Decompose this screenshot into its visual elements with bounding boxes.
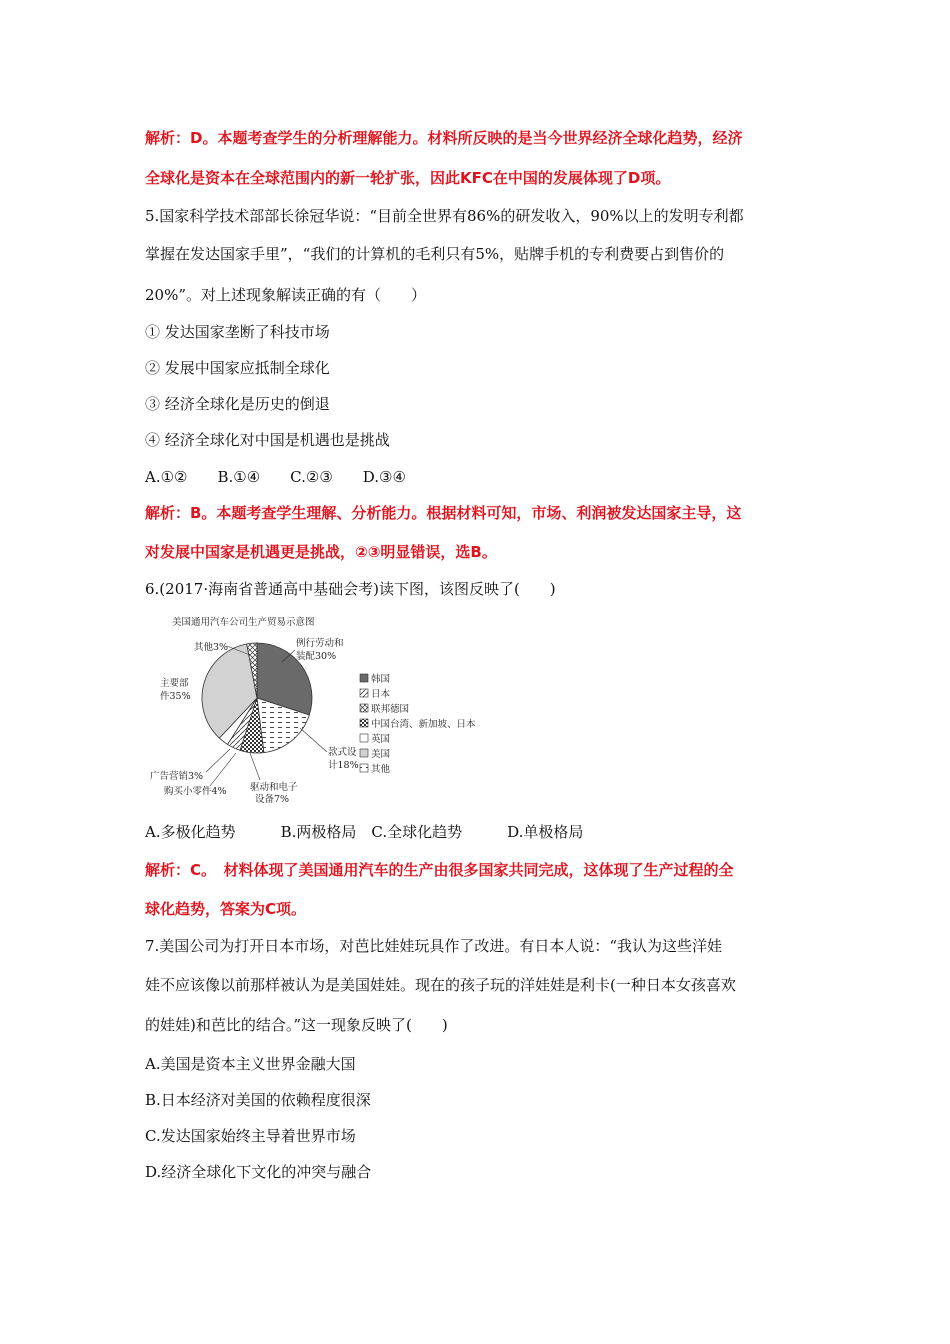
analysis-5-line-2: 对发展中国家是机遇更是挑战，②③明显错误，选B。 [145, 543, 497, 561]
question-5-line-3: 20%”。对上述现象解读正确的有（ ） [145, 286, 427, 304]
option-4: ④ 经济全球化对中国是机遇也是挑战 [145, 431, 390, 449]
legend-swatch-other [360, 764, 368, 772]
slice-label-drive-a: 驱动和电子 [250, 782, 298, 793]
legend-swatch-uk [360, 734, 368, 742]
legend-japan: 日本 [371, 689, 391, 700]
option-3: ③ 经济全球化是历史的倒退 [145, 395, 330, 413]
question-7-option-d: D.经济全球化下文化的冲突与融合 [145, 1163, 372, 1181]
question-7-line-2: 娃不应该像以前那样被认为是美国娃娃。现在的孩子玩的洋娃娃是利卡(一种日本女孩喜欢 [145, 976, 736, 994]
slice-label-design-a: 款式设 [328, 747, 357, 758]
option-2: ② 发展中国家应抵制全球化 [145, 359, 330, 377]
slice-label-design-b: 计18% [328, 760, 359, 771]
slice-label-main-b: 件35% [160, 691, 191, 702]
question-6-choices: A.多极化趋势 B.两极格局 C.全球化趋势 D.单极格局 [145, 823, 584, 841]
slice-label-ads: 广告营销3% [150, 771, 204, 782]
legend-germany: 联邦德国 [371, 704, 410, 715]
slice-label-main-a: 主要部 [160, 678, 189, 689]
chart-title: 美国通用汽车公司生产贸易示意图 [172, 617, 315, 628]
legend-korea: 韩国 [371, 674, 391, 685]
legend-swatch-korea [360, 674, 368, 682]
legend-swatch-usa [360, 749, 368, 757]
question-7-option-b: B.日本经济对美国的依赖程度很深 [145, 1091, 371, 1109]
slice-label-drive-b: 设备7% [255, 794, 290, 805]
question-5-choices: A.①② B.①④ C.②③ D.③④ [145, 468, 406, 486]
legend-asia: 中国台湾、新加坡、日本 [371, 719, 476, 730]
question-7-option-c: C.发达国家始终主导着世界市场 [145, 1127, 356, 1145]
slice-label-assembly-b: 装配30% [296, 651, 337, 662]
slice-label-parts: 购买小零件4% [164, 786, 227, 797]
analysis-4-line-2: 全球化是资本在全球范围内的新一轮扩张，因此KFC在中国的发展体现了D项。 [145, 169, 671, 187]
legend-swatch-germany [360, 704, 368, 712]
question-7-line-3: 的娃娃)和芭比的结合。”这一现象反映了( ) [145, 1016, 448, 1034]
analysis-4-line-1: 解析：D。本题考查学生的分析理解能力。材料所反映的是当今世界经济全球化趋势，经济 [145, 129, 743, 147]
question-7-line-1: 7.美国公司为打开日本市场，对芭比娃娃玩具作了改进。有日本人说：“我认为这些洋娃 [145, 937, 722, 955]
slice-label-assembly-a: 例行劳动和 [296, 638, 344, 649]
chart-legend [360, 673, 476, 775]
analysis-5-line-1: 解析：B。本题考查学生理解、分析能力。根据材料可知，市场、利润被发达国家主导，这 [145, 504, 742, 522]
legend-swatch-asia [360, 719, 368, 727]
analysis-6-line-1: 解析：C。 材料体现了美国通用汽车的生产由很多国家共同完成，这体现了生产过程的全 [145, 861, 734, 879]
question-7-option-a: A.美国是资本主义世界金融大国 [145, 1055, 356, 1073]
slice-label-other: 其他3% [194, 642, 229, 653]
question-6-stem: 6.(2017·海南省普通高中基础会考)读下图，该图反映了( ) [145, 580, 556, 598]
analysis-6-line-2: 球化趋势，答案为C项。 [145, 900, 307, 918]
pie-chart [150, 610, 510, 810]
question-5-line-1: 5.国家科学技术部部长徐冠华说：“目前全世界有86%的研发收入，90%以上的发明专利都 [145, 207, 744, 225]
legend-uk: 英国 [371, 734, 391, 745]
option-1: ① 发达国家垄断了科技市场 [145, 323, 330, 341]
question-5-line-2: 掌握在发达国家手里”，“我们的计算机的毛利只有5%，贴牌手机的专利费要占到售价的 [145, 245, 725, 263]
legend-usa: 美国 [371, 749, 391, 760]
legend-other: 其他 [371, 764, 391, 775]
legend-swatch-japan [360, 689, 368, 697]
